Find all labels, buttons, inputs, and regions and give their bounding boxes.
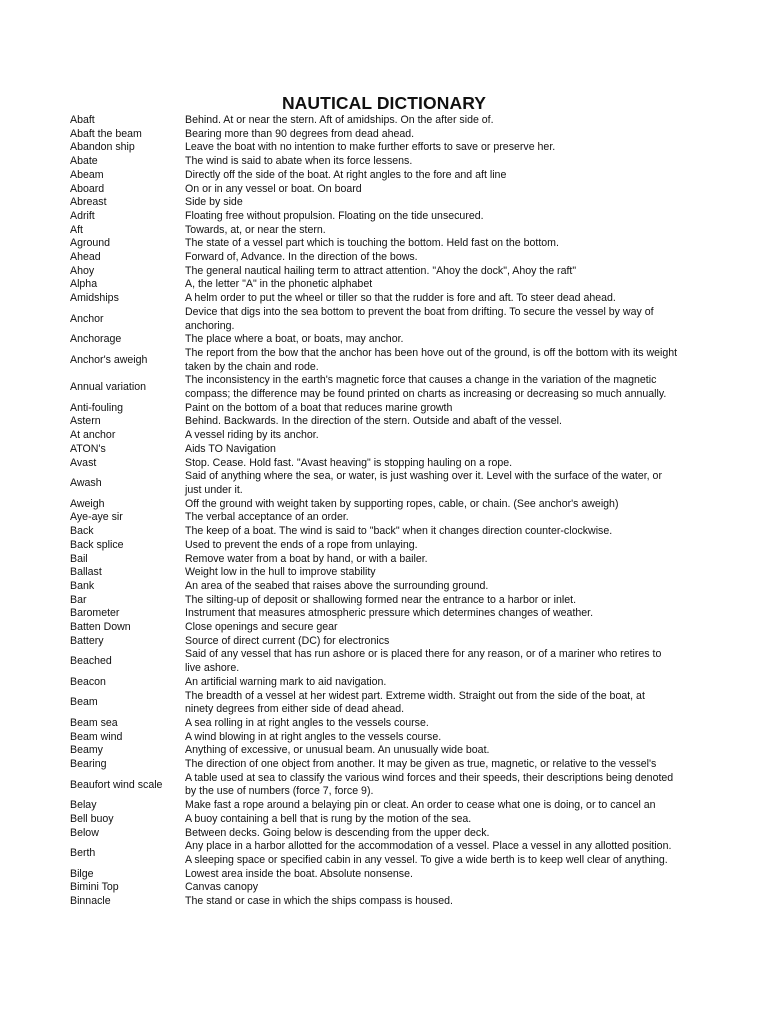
definition-line: Anything of excessive, or unusual beam. An unusually wide boat. bbox=[185, 744, 490, 757]
definition-line: Forward of, Advance. In the direction of the bows. bbox=[185, 251, 418, 264]
entry-term: Beam bbox=[70, 696, 98, 709]
entry-definition bbox=[185, 772, 697, 799]
entry-term: Astern bbox=[70, 415, 101, 428]
dictionary-entry bbox=[70, 114, 700, 128]
entry-term: Bilge bbox=[70, 867, 94, 880]
entry-definition bbox=[185, 237, 697, 251]
dictionary-entry bbox=[70, 155, 700, 169]
entry-term: Bell buoy bbox=[70, 812, 114, 825]
entry-definition bbox=[185, 114, 697, 128]
entry-definition bbox=[185, 690, 697, 717]
definition-line: Make fast a rope around a belaying pin or cleat. An order to cease what one is doing, or to cancel an bbox=[185, 799, 656, 812]
dictionary-entry bbox=[70, 183, 700, 197]
entry-term: Anchorage bbox=[70, 333, 122, 346]
definition-line: An artificial warning mark to aid navigation. bbox=[185, 675, 387, 688]
entry-term: Below bbox=[70, 826, 99, 839]
entry-definition bbox=[185, 607, 697, 621]
definition-line: Remove water from a boat by hand, or with a bailer. bbox=[185, 552, 428, 565]
definition-line: Aids TO Navigation bbox=[185, 442, 276, 455]
dictionary-entry bbox=[70, 196, 700, 210]
definition-line: Said of anything where the sea, or water, is just washing over it. Level with the surface of the water, or bbox=[185, 470, 662, 483]
definition-line: The keep of a boat. The wind is said to "back" when it changes direction counter-clockwise. bbox=[185, 525, 613, 538]
entry-definition bbox=[185, 498, 697, 512]
definition-line: A wind blowing in at right angles to the vessels course. bbox=[185, 730, 442, 743]
dictionary-entry bbox=[70, 128, 700, 142]
dictionary-entry bbox=[70, 169, 700, 183]
definition-line: A, the letter "A" in the phonetic alphabet bbox=[185, 278, 373, 291]
entry-definition bbox=[185, 128, 697, 142]
entry-term: Beacon bbox=[70, 675, 106, 688]
entry-definition bbox=[185, 415, 697, 429]
entry-definition bbox=[185, 443, 697, 457]
dictionary-entries bbox=[70, 114, 700, 909]
definition-line: The wind is said to abate when its force lessens. bbox=[185, 155, 413, 168]
entry-definition bbox=[185, 525, 697, 539]
dictionary-entry bbox=[70, 881, 700, 895]
entry-term: Amidships bbox=[70, 292, 119, 305]
entry-definition bbox=[185, 594, 697, 608]
definition-line: A vessel riding by its anchor. bbox=[185, 429, 319, 442]
dictionary-entry bbox=[70, 813, 700, 827]
definition-line: The verbal acceptance of an order. bbox=[185, 511, 349, 524]
entry-definition bbox=[185, 155, 697, 169]
entry-definition bbox=[185, 292, 697, 306]
dictionary-entry bbox=[70, 443, 700, 457]
entry-term: Aft bbox=[70, 223, 83, 236]
page-title: NAUTICAL DICTIONARY bbox=[281, 93, 487, 113]
definition-line: Close openings and secure gear bbox=[185, 621, 338, 634]
entry-definition bbox=[185, 210, 697, 224]
entry-definition bbox=[185, 306, 697, 333]
entry-definition bbox=[185, 429, 697, 443]
entry-term: Anchor's aweigh bbox=[70, 353, 148, 366]
entry-definition bbox=[185, 251, 697, 265]
dictionary-entry bbox=[70, 265, 700, 279]
dictionary-entry bbox=[70, 758, 700, 772]
dictionary-entry bbox=[70, 553, 700, 567]
definition-line: Between decks. Going below is descending from the upper deck. bbox=[185, 826, 490, 839]
definition-line: A sea rolling in at right angles to the vessels course. bbox=[185, 716, 429, 729]
entry-term: Beached bbox=[70, 655, 112, 668]
entry-definition bbox=[185, 635, 697, 649]
entry-term: Abeam bbox=[70, 168, 104, 181]
definition-line: compass; the difference may be found printed on charts as increasing or decreasing so much annually. bbox=[185, 388, 667, 401]
definition-line: taken by the chain and rode. bbox=[185, 360, 319, 373]
entry-term: Ahoy bbox=[70, 264, 95, 277]
dictionary-entry bbox=[70, 224, 700, 238]
entry-term: Abaft the beam bbox=[70, 127, 142, 140]
entry-definition bbox=[185, 224, 697, 238]
dictionary-entry bbox=[70, 141, 700, 155]
dictionary-entry bbox=[70, 895, 700, 909]
definition-line: Behind. Backwards. In the direction of the stern. Outside and abaft of the vessel. bbox=[185, 415, 562, 428]
definition-line: A buoy containing a bell that is rung by the motion of the sea. bbox=[185, 812, 472, 825]
dictionary-entry bbox=[70, 744, 700, 758]
definition-line: Leave the boat with no intention to make further efforts to save or preserve her. bbox=[185, 141, 556, 154]
entry-definition bbox=[185, 196, 697, 210]
entry-term: Aye-aye sir bbox=[70, 511, 123, 524]
definition-line: Said of any vessel that has run ashore or is placed there for any reason, or of a mariner who retires to bbox=[185, 648, 662, 661]
entry-term: Bar bbox=[70, 593, 87, 606]
entry-term: Abreast bbox=[70, 196, 107, 209]
entry-definition bbox=[185, 648, 697, 675]
entry-term: At anchor bbox=[70, 429, 116, 442]
entry-definition bbox=[185, 141, 697, 155]
dictionary-entry bbox=[70, 840, 700, 867]
entry-definition bbox=[185, 621, 697, 635]
definition-line: A helm order to put the wheel or tiller so that the rudder is fore and aft. To steer dead ahead. bbox=[185, 292, 616, 305]
definition-line: The direction of one object from another. It may be given as true, magnetic, or relative to the vessel's bbox=[185, 758, 657, 771]
entry-term: Beam sea bbox=[70, 716, 118, 729]
entry-definition bbox=[185, 402, 697, 416]
entry-term: Aweigh bbox=[70, 497, 105, 510]
dictionary-entry bbox=[70, 635, 700, 649]
definition-line: ninety degrees from either side of dead ahead. bbox=[185, 703, 405, 716]
dictionary-entry bbox=[70, 251, 700, 265]
entry-term: Adrift bbox=[70, 209, 95, 222]
entry-definition bbox=[185, 895, 697, 909]
dictionary-entry bbox=[70, 237, 700, 251]
entry-definition bbox=[185, 347, 697, 374]
entry-term: Abandon ship bbox=[70, 141, 135, 154]
definition-line: Source of direct current (DC) for electronics bbox=[185, 634, 390, 647]
entry-definition bbox=[185, 265, 697, 279]
definition-line: Side by side bbox=[185, 196, 243, 209]
definition-line: Towards, at, or near the stern. bbox=[185, 223, 326, 236]
entry-term: Abate bbox=[70, 155, 98, 168]
definition-line: A table used at sea to classify the various wind forces and their speeds, their descriptions being denoted bbox=[185, 771, 674, 784]
dictionary-entry bbox=[70, 525, 700, 539]
dictionary-entry bbox=[70, 470, 700, 497]
dictionary-entry bbox=[70, 731, 700, 745]
entry-definition bbox=[185, 553, 697, 567]
definition-line: Any place in a harbor allotted for the accommodation of a vessel. Place a vessel in any allotted position. bbox=[185, 840, 672, 853]
definition-line: Off the ground with weight taken by supporting ropes, cable, or chain. (See anchor's aweigh) bbox=[185, 497, 619, 510]
definition-line: Behind. At or near the stern. Aft of amidships. On the after side of. bbox=[185, 114, 494, 126]
entry-term: Barometer bbox=[70, 607, 120, 620]
entry-term: Ahead bbox=[70, 251, 101, 264]
entry-definition bbox=[185, 511, 697, 525]
dictionary-entry bbox=[70, 621, 700, 635]
entry-definition bbox=[185, 840, 697, 867]
entry-definition bbox=[185, 813, 697, 827]
entry-definition bbox=[185, 539, 697, 553]
entry-term: Beaufort wind scale bbox=[70, 778, 163, 791]
entry-term: Ballast bbox=[70, 566, 102, 579]
entry-definition bbox=[185, 744, 697, 758]
dictionary-entry bbox=[70, 594, 700, 608]
dictionary-entry bbox=[70, 415, 700, 429]
entry-term: Back splice bbox=[70, 538, 124, 551]
entry-definition bbox=[185, 278, 697, 292]
entry-term: Berth bbox=[70, 847, 96, 860]
entry-definition bbox=[185, 799, 697, 813]
definition-line: live ashore. bbox=[185, 662, 240, 675]
definition-line: Paint on the bottom of a boat that reduces marine growth bbox=[185, 401, 453, 414]
entry-term: Annual variation bbox=[70, 381, 146, 394]
dictionary-entry bbox=[70, 511, 700, 525]
entry-term: Aground bbox=[70, 237, 111, 250]
entry-definition bbox=[185, 827, 697, 841]
entry-term: Beam wind bbox=[70, 730, 123, 743]
entry-term: Back bbox=[70, 525, 94, 538]
dictionary-entry bbox=[70, 374, 700, 401]
entry-definition bbox=[185, 183, 697, 197]
definition-line: The breadth of a vessel at her widest part. Extreme width. Straight out from the side of the boat, at bbox=[185, 689, 645, 702]
dictionary-entry bbox=[70, 457, 700, 471]
definition-line: by the use of numbers (force 7, force 9). bbox=[185, 785, 374, 798]
dictionary-entry bbox=[70, 278, 700, 292]
entry-term: Anchor bbox=[70, 312, 104, 325]
dictionary-entry bbox=[70, 347, 700, 374]
definition-line: Instrument that measures atmospheric pressure which determines changes of weather. bbox=[185, 607, 594, 620]
entry-term: Awash bbox=[70, 477, 102, 490]
dictionary-entry bbox=[70, 539, 700, 553]
definition-line: Used to prevent the ends of a rope from unlaying. bbox=[185, 538, 418, 551]
entry-definition bbox=[185, 881, 697, 895]
entry-term: ATON's bbox=[70, 442, 106, 455]
definition-line: The inconsistency in the earth's magnetic force that causes a change in the variation of the magnetic bbox=[185, 374, 657, 387]
definition-line: The silting-up of deposit or shallowing formed near the entrance to a harbor or inlet. bbox=[185, 593, 577, 606]
dictionary-entry bbox=[70, 827, 700, 841]
entry-definition bbox=[185, 566, 697, 580]
entry-term: Bail bbox=[70, 552, 88, 565]
entry-term: Abaft bbox=[70, 114, 95, 126]
entry-term: Avast bbox=[70, 456, 97, 469]
entry-term: Aboard bbox=[70, 182, 105, 195]
entry-definition bbox=[185, 731, 697, 745]
definition-line: A sleeping space or specified cabin in any vessel. To give a wide berth is to keep well clear of anything. bbox=[185, 853, 668, 866]
dictionary-entry bbox=[70, 402, 700, 416]
definition-line: Weight low in the hull to improve stability bbox=[185, 566, 376, 579]
definition-line: The report from the bow that the anchor has been hove out of the ground, is off the bottom with its weight bbox=[185, 346, 678, 359]
definition-line: Floating free without propulsion. Floating on the tide unsecured. bbox=[185, 209, 484, 222]
entry-definition bbox=[185, 374, 697, 401]
entry-term: Bimini Top bbox=[70, 881, 119, 894]
entry-term: Binnacle bbox=[70, 895, 111, 908]
entry-term: Bearing bbox=[70, 758, 107, 771]
dictionary-entry bbox=[70, 676, 700, 690]
dictionary-entry bbox=[70, 772, 700, 799]
dictionary-entry bbox=[70, 868, 700, 882]
definition-line: The state of a vessel part which is touching the bottom. Held fast on the bottom. bbox=[185, 237, 559, 250]
entry-term: Bank bbox=[70, 579, 95, 592]
entry-term: Batten Down bbox=[70, 621, 131, 634]
dictionary-entry bbox=[70, 690, 700, 717]
definition-line: The general nautical hailing term to attract attention. "Ahoy the dock", Ahoy the raft" bbox=[185, 264, 577, 277]
dictionary-entry bbox=[70, 607, 700, 621]
dictionary-entry bbox=[70, 799, 700, 813]
definition-line: anchoring. bbox=[185, 319, 235, 332]
dictionary-entry bbox=[70, 717, 700, 731]
entry-definition bbox=[185, 758, 697, 772]
dictionary-entry bbox=[70, 429, 700, 443]
entry-term: Belay bbox=[70, 799, 97, 812]
dictionary-entry bbox=[70, 498, 700, 512]
dictionary-entry bbox=[70, 210, 700, 224]
dictionary-entry bbox=[70, 333, 700, 347]
entry-definition bbox=[185, 717, 697, 731]
dictionary-entry bbox=[70, 292, 700, 306]
definition-line: Directly off the side of the boat. At right angles to the fore and aft line bbox=[185, 168, 507, 181]
definition-line: On or in any vessel or boat. On board bbox=[185, 182, 362, 195]
entry-term: Alpha bbox=[70, 278, 98, 291]
dictionary-entry bbox=[70, 580, 700, 594]
dictionary-entry bbox=[70, 306, 700, 333]
entry-definition bbox=[185, 169, 697, 183]
entry-definition bbox=[185, 580, 697, 594]
entry-term: Battery bbox=[70, 634, 104, 647]
definition-line: Lowest area inside the boat. Absolute nonsense. bbox=[185, 867, 413, 880]
definition-line: just under it. bbox=[185, 483, 243, 496]
definition-line: Canvas canopy bbox=[185, 881, 259, 894]
dictionary-entry bbox=[70, 648, 700, 675]
entry-term: Beamy bbox=[70, 744, 103, 757]
entry-definition bbox=[185, 333, 697, 347]
definition-line: Device that digs into the sea bottom to prevent the boat from drifting. To secure the vessel by way of bbox=[185, 305, 654, 318]
definition-line: An area of the seabed that raises above the surrounding ground. bbox=[185, 579, 489, 592]
entry-term: Anti-fouling bbox=[70, 401, 123, 414]
definition-line: The stand or case in which the ships compass is housed. bbox=[185, 895, 453, 908]
definition-line: The place where a boat, or boats, may anchor. bbox=[185, 333, 404, 346]
entry-definition bbox=[185, 676, 697, 690]
entry-definition bbox=[185, 470, 697, 497]
dictionary-entry bbox=[70, 566, 700, 580]
entry-definition bbox=[185, 457, 697, 471]
definition-line: Bearing more than 90 degrees from dead ahead. bbox=[185, 127, 415, 140]
entry-definition bbox=[185, 868, 697, 882]
definition-line: Stop. Cease. Hold fast. "Avast heaving" is stopping hauling on a rope. bbox=[185, 456, 513, 469]
